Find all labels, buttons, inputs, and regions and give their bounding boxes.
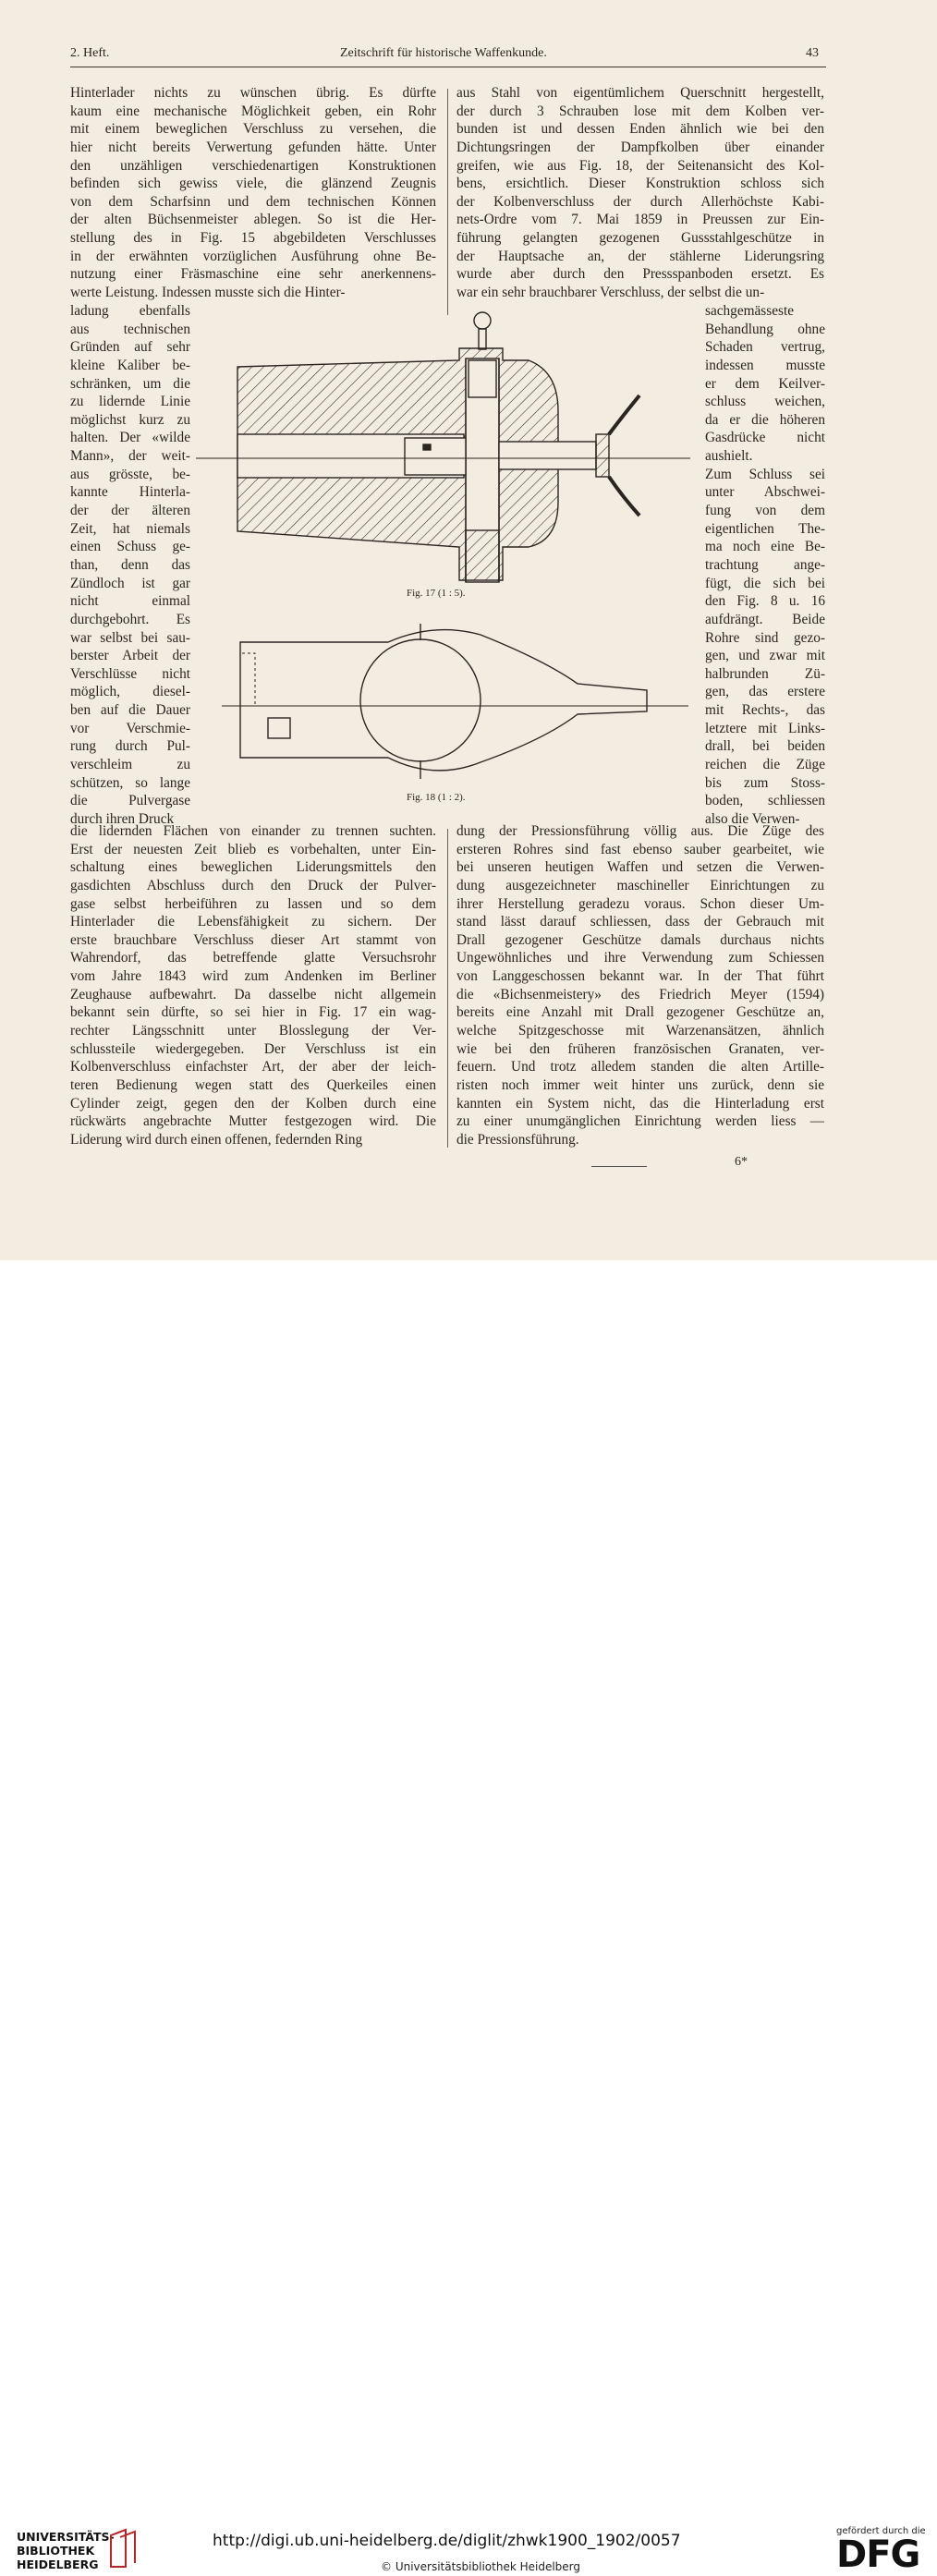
- text-line: gen, und zwar mit: [705, 648, 825, 664]
- text-line: bis zum Stoss-: [705, 774, 825, 791]
- text-line: ben auf die Dauer: [70, 702, 190, 719]
- text-line: die «Bichsenmeistery» des Friedrich Meyer (1594): [456, 986, 824, 1002]
- text-line: zu einer unumgänglichen Einrichtung werden liess —: [456, 1113, 824, 1130]
- text-line: mit einem beweglichen Verschluss zu versehen, die: [70, 121, 436, 138]
- text-line: gase selbst herbeiführen zu lassen und so dem: [70, 895, 436, 912]
- footer-bar: [0, 1260, 937, 2576]
- text-line: drall, bei beiden: [705, 738, 825, 755]
- signature-mark: 6*: [735, 1155, 748, 1169]
- text-line: aushielt.: [705, 448, 753, 465]
- text-line: fung von dem: [705, 503, 825, 519]
- text-line: der durch 3 Schrauben lose mit dem Kolben ver-: [456, 103, 824, 119]
- text-line: nicht einmal: [70, 593, 190, 610]
- text-line: Hinterlader die Lebensfähigkeit zu sichern. Der: [70, 914, 436, 930]
- text-line: Gründen auf sehr: [70, 339, 190, 356]
- text-line: der Hauptsache an, der stählerne Liderungsring: [456, 248, 824, 264]
- text-line: zu lidernde Linie: [70, 394, 190, 410]
- text-line: der der älteren: [70, 503, 190, 519]
- right-column-bottom: [456, 822, 824, 1149]
- text-line: unter Abschwei-: [705, 484, 825, 501]
- text-line: schützen, so lange: [70, 774, 190, 791]
- journal-title: Zeitschrift für historische Waffenkunde.: [340, 46, 547, 60]
- text-line: da er die höheren: [705, 411, 825, 428]
- text-line: in der erwähnten vorzüglichen Ausführung ohne Be-: [70, 248, 436, 264]
- text-line: Zum Schluss sei: [705, 466, 825, 482]
- text-line: welche Spitzgeschosse mit Warzenansätzen, ähnlich: [456, 1023, 824, 1039]
- text-line: Gasdrücke nicht: [705, 430, 825, 446]
- text-line: nutzung einer Fräsmaschine eine sehr anerkennens-: [70, 266, 436, 283]
- text-line: aus grösste, be-: [70, 466, 190, 482]
- left-column-bottom: [70, 822, 436, 1149]
- text-line: führung gelangten gezogenen Gussstahlgeschütze in: [456, 230, 824, 247]
- copyright: © Universitätsbibliothek Heidelberg: [381, 2560, 581, 2573]
- text-line: durchgebohrt. Es: [70, 611, 190, 627]
- library-logo: UNIVERSITÄTS- BIBLIOTHEK HEIDELBERG: [17, 2530, 115, 2571]
- text-line: feuern. Und trotz alledem standen die alten Artille-: [456, 1059, 824, 1075]
- text-line: boden, schliessen: [705, 793, 825, 809]
- funder-logo: DFG: [836, 2533, 920, 2576]
- text-line: Drall gezogener Geschütze damals durchaus nichts: [456, 931, 824, 948]
- text-line: Rohre sind gezo-: [705, 629, 825, 646]
- text-line: schluss weichen,: [705, 394, 825, 410]
- text-line: einen Schuss ge-: [70, 539, 190, 555]
- text-line: aus technischen: [70, 321, 190, 337]
- text-line: vom Jahre 1843 wird zum Andenken im Berliner: [70, 968, 436, 985]
- text-line: möglich, diesel-: [70, 684, 190, 700]
- text-line: die lidernden Flächen von einander zu trennen suchten.: [70, 823, 436, 839]
- text-line: wurde aber durch den Pressspanboden ersetzt. Es: [456, 266, 824, 283]
- text-line: vor Verschmie-: [70, 720, 190, 736]
- text-line: befinden sich gewiss viele, die glänzend Zeugnis: [70, 176, 436, 192]
- text-line: halten. Der «wilde: [70, 430, 190, 446]
- text-line: berster Arbeit der: [70, 648, 190, 664]
- text-line: Cylinder zeigt, gegen den der Kolben durch eine: [70, 1095, 436, 1112]
- text-line: aus Stahl von eigentümlichem Querschnitt hergestellt,: [456, 85, 824, 101]
- text-line: sachgemässeste: [705, 303, 794, 319]
- text-line: kaum eine mechanische Möglichkeit geben, ein Rohr: [70, 103, 436, 119]
- text-line: aufdrängt. Beide: [705, 611, 825, 627]
- text-line: rechter Längsschnitt unter Blosslegung der Ver-: [70, 1023, 436, 1039]
- text-line: dung der Pressionsführung völlig aus. Die Züge des: [456, 823, 824, 839]
- text-line: ladung ebenfalls: [70, 303, 190, 319]
- text-line: durch ihren Druck: [70, 810, 175, 827]
- text-line: rung durch Pul-: [70, 738, 190, 755]
- text-line: schränken, um die: [70, 375, 190, 392]
- right-narrow-column: [705, 302, 825, 829]
- text-line: von dem Scharfsinn und dem technischen Können: [70, 193, 436, 210]
- text-line: Erst der neuesten Zeit blieb es vorbehalten, unter Ein-: [70, 841, 436, 857]
- text-line: also die Verwen-: [705, 810, 800, 827]
- text-line: Mann», der weit-: [70, 448, 190, 465]
- page-number: 43: [806, 46, 819, 60]
- text-line: bereits eine Anzahl mit Drall gezogener Geschütze an,: [456, 1004, 824, 1021]
- text-line: risten noch immer weit hinter uns zurück, denn sie: [456, 1076, 824, 1093]
- text-line: ihrer Herstellung geradezu voraus. Schon dieser Um-: [456, 895, 824, 912]
- text-line: Behandlung ohne: [705, 321, 825, 337]
- text-line: Verschlüsse nicht: [70, 665, 190, 682]
- text-line: bunden ist und dessen Enden ähnlich wie bei den: [456, 121, 824, 138]
- text-line: kannte Hinterla-: [70, 484, 190, 501]
- text-line: erste brauchbare Verschluss dieser Art stammt von: [70, 931, 436, 948]
- text-line: nets-Ordre vom 7. Mai 1859 in Preussen zur Ein-: [456, 212, 824, 228]
- text-line: greifen, wie aus Fig. 18, der Seitenansicht des Kol-: [456, 157, 824, 174]
- text-line: Liderung wird durch einen offenen, federnden Ring: [70, 1131, 363, 1148]
- text-line: den Fig. 8 u. 16: [705, 593, 825, 610]
- text-line: war ein sehr brauchbarer Verschluss, der selbst die un-: [456, 285, 765, 301]
- text-line: hier nicht bereits Verwertung gefunden hätte. Unter: [70, 139, 436, 155]
- text-line: Wahrendorf, das betreffende glatte Versuchsrohr: [70, 950, 436, 966]
- figure-17-caption: Fig. 17 (1 : 5).: [407, 588, 466, 599]
- figure-18-caption: Fig. 18 (1 : 2).: [407, 792, 466, 803]
- text-line: er dem Keilver-: [705, 375, 825, 392]
- text-line: bei unseren heutigen Waffen und setzen die Verwen-: [456, 859, 824, 876]
- text-line: fügt, die sich bei: [705, 575, 825, 591]
- text-line: indessen musste: [705, 357, 825, 373]
- text-line: than, denn das: [70, 556, 190, 573]
- text-line: Zeughause aufbewahrt. Da dasselbe nicht allgemein: [70, 986, 436, 1002]
- text-line: möglichst kurz zu: [70, 411, 190, 428]
- text-line: kannten ein System nicht, das die Hinterladung erst: [456, 1095, 824, 1112]
- text-line: werte Leistung. Indessen musste sich die Hinter-: [70, 285, 346, 301]
- text-line: Zeit, hat niemals: [70, 520, 190, 537]
- left-narrow-column: [70, 302, 190, 829]
- text-line: bekannt sein dürfte, so sei hier in Fig. 17 ein wag-: [70, 1004, 436, 1021]
- text-line: gen, das erstere: [705, 684, 825, 700]
- text-line: ersteren Rohres sind fast ebenso sauber gearbeitet, wie: [456, 841, 824, 857]
- scanned-page: [0, 0, 937, 1260]
- text-line: die Pulvergase: [70, 793, 190, 809]
- figure-17-breech-section: [196, 305, 700, 596]
- text-line: trachtung ange-: [705, 556, 825, 573]
- left-column-top: [70, 84, 436, 302]
- text-line: schaltung eines beweglichen Liderungsmittels den: [70, 859, 436, 876]
- text-line: ma noch eine Be-: [705, 539, 825, 555]
- text-line: Dichtungsringen der Dampfkolben über einander: [456, 139, 824, 155]
- text-line: rückwärts angebrachte Mutter festgezogen wird. Die: [70, 1113, 436, 1130]
- text-line: Kolbenverschluss einfachster Art, der aber der leich-: [70, 1059, 436, 1075]
- text-line: teren Bedienung wegen statt des Querkeiles einen: [70, 1076, 436, 1093]
- text-line: Ungewöhnliches und ihre Verwendung zum Schiessen: [456, 950, 824, 966]
- text-line: verschleim zu: [70, 757, 190, 773]
- text-line: Hinterlader nichts zu wünschen übrig. Es dürfte: [70, 85, 436, 101]
- text-line: dung ausgezeichneter maschineller Einrichtungen zu: [456, 877, 824, 893]
- right-column-top: [456, 84, 824, 302]
- text-line: schlussteile wiedergegeben. Der Verschluss ist ein: [70, 1040, 436, 1057]
- text-line: gasdichten Abschluss durch den Druck der Pulver-: [70, 877, 436, 893]
- text-line: der alten Büchsenmeister ablegen. So ist die Her-: [70, 212, 436, 228]
- column-divider: [447, 829, 448, 1148]
- text-line: reichen die Züge: [705, 757, 825, 773]
- text-line: den unzähligen verschiedenartigen Konstruktionen: [70, 157, 436, 174]
- text-line: die Pressionsführung.: [456, 1131, 579, 1148]
- text-line: bens, ersichtlich. Dieser Konstruktion schloss sich: [456, 176, 824, 192]
- figure-18-piston-side-view: [222, 614, 688, 785]
- text-line: war selbst bei sau-: [70, 629, 190, 646]
- column-divider: [447, 89, 448, 315]
- text-line: letztere mit Links-: [705, 720, 825, 736]
- text-line: wie bei den früheren französischen Granaten, ver-: [456, 1040, 824, 1057]
- library-emblem-icon: [109, 2528, 137, 2569]
- text-line: stand lässt darauf schliessen, dass der Gebrauch mit: [456, 914, 824, 930]
- text-line: Schaden vertrug,: [705, 339, 825, 356]
- funder-note: gefördert durch die: [836, 2526, 926, 2536]
- text-line: halbrunden Zü-: [705, 665, 825, 682]
- text-line: stellung des in Fig. 15 abgebildeten Verschlusses: [70, 230, 436, 247]
- text-line: der Kolbenverschluss der durch Allerhöchste Kabi-: [456, 193, 824, 210]
- text-line: Zündloch ist gar: [70, 575, 190, 591]
- signature-rule: [591, 1166, 647, 1167]
- text-line: eigentlichen The-: [705, 520, 825, 537]
- permalink[interactable]: http://digi.ub.uni-heidelberg.de/diglit/zhwk1900_1902/0057: [213, 2532, 681, 2550]
- text-line: mit Rechts-, das: [705, 702, 825, 719]
- issue-label: 2. Heft.: [70, 46, 110, 60]
- text-line: kleine Kaliber be-: [70, 357, 190, 373]
- text-line: von Langgeschossen bekannt war. In der That führt: [456, 968, 824, 985]
